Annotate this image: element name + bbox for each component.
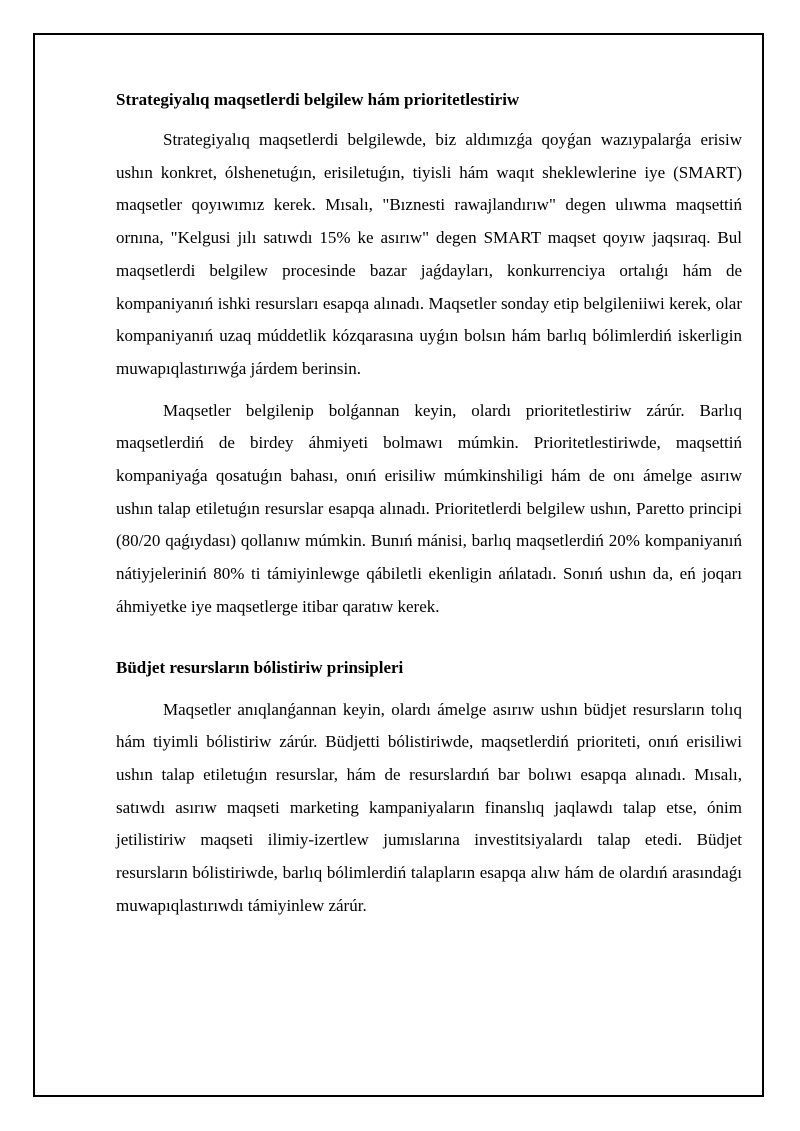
section-strategic-goals — [116, 86, 742, 624]
paragraph: Maqsetler belgilenip bolǵannan keyin, olardı prioritetlestiriw zárúr. Barlıq maqsetlerdiń de birdey áhmiyeti bolmawı múmkin. Prioritetlestiriwde, maqsettiń kompaniyaǵa qosatuǵın bahası, onıń erisiliw múmkinshiligi hám de onı ámelge asırıw ushın talap etiletuǵın resurslar esapqa alınadı. Prioritetlerdi belgilew ushın, Paretto principi (80/20 qaǵıydası) qollanıw múmkin. Bunıń mánisi, barlıq maqsetlerdiń 20% kompaniyanıń nátiyjeleriniń 80% ti támiyinlewge qábiletli ekenligin ańlatadı. Sonıń ushın da, eń joqarı áhmiyetke iye maqsetlerge itibar qaratıw kerek. — [116, 400, 742, 616]
section-budget-allocation — [116, 654, 742, 923]
section-heading: Büdjet resursların bólistiriw prinsipleri — [116, 657, 404, 677]
paragraph: Maqsetler anıqlanǵannan keyin, olardı ámelge asırıw ushın büdjet resursların tolıq hám tiyimli bólistiriw zárúr. Büdjetti bólistiriwde, maqsetlerdiń prioriteti, onıń erisiliwi ushın talap etiletuǵın resurslar, hám de resurslardıń bar bolıwı esapqa alınadı. Mısalı, satıwdı asırıw maqseti marketing kampaniyaların finanslıq jaqlawdı talap etse, ónim jetilistiriw maqseti ilimiy-izertlew jumıslarına investitsiyalardı talap etedi. Büdjet resursların bólistiriwde, barlıq bólimlerdiń talapların esapqa alıw hám de olardıń arasındaǵı muwapıqlastırıwdı támiyinlew zárúr. — [116, 699, 742, 915]
paragraph: Strategiyalıq maqsetlerdi belgilewde, biz aldımızǵa qoyǵan wazıypalarǵa erisiw ushın konkret, ólshenetuǵın, erisiletuǵın, tiyisli hám waqıt sheklewlerine iye (SMART) maqsetler qoyıwımız kerek. Mısalı, "Bıznesti rawajlandırıw" degen ulıwma maqsettiń ornına, "Kelgusi jılı satıwdı 15% ke asırıw" degen SMART maqset qoyıw jaqsıraq. Bul maqsetlerdi belgilew procesinde bazar jaǵdayları, konkurrenciya ortalıǵı hám de kompaniyanıń ishki resursları esapqa alınadı. Maqsetler sonday etip belgileniiwi kerek, olar kompaniyanıń uzaq múddetlik kózqarasına uyǵın bolsın hám barlıq bólimlerdiń iskerligin muwapıqlastırıwǵa járdem berinsin. — [116, 130, 742, 378]
section-heading: Strategiyalıq maqsetlerdi belgilew hám prioritetlestiriw — [116, 90, 520, 109]
document-body — [116, 86, 742, 931]
